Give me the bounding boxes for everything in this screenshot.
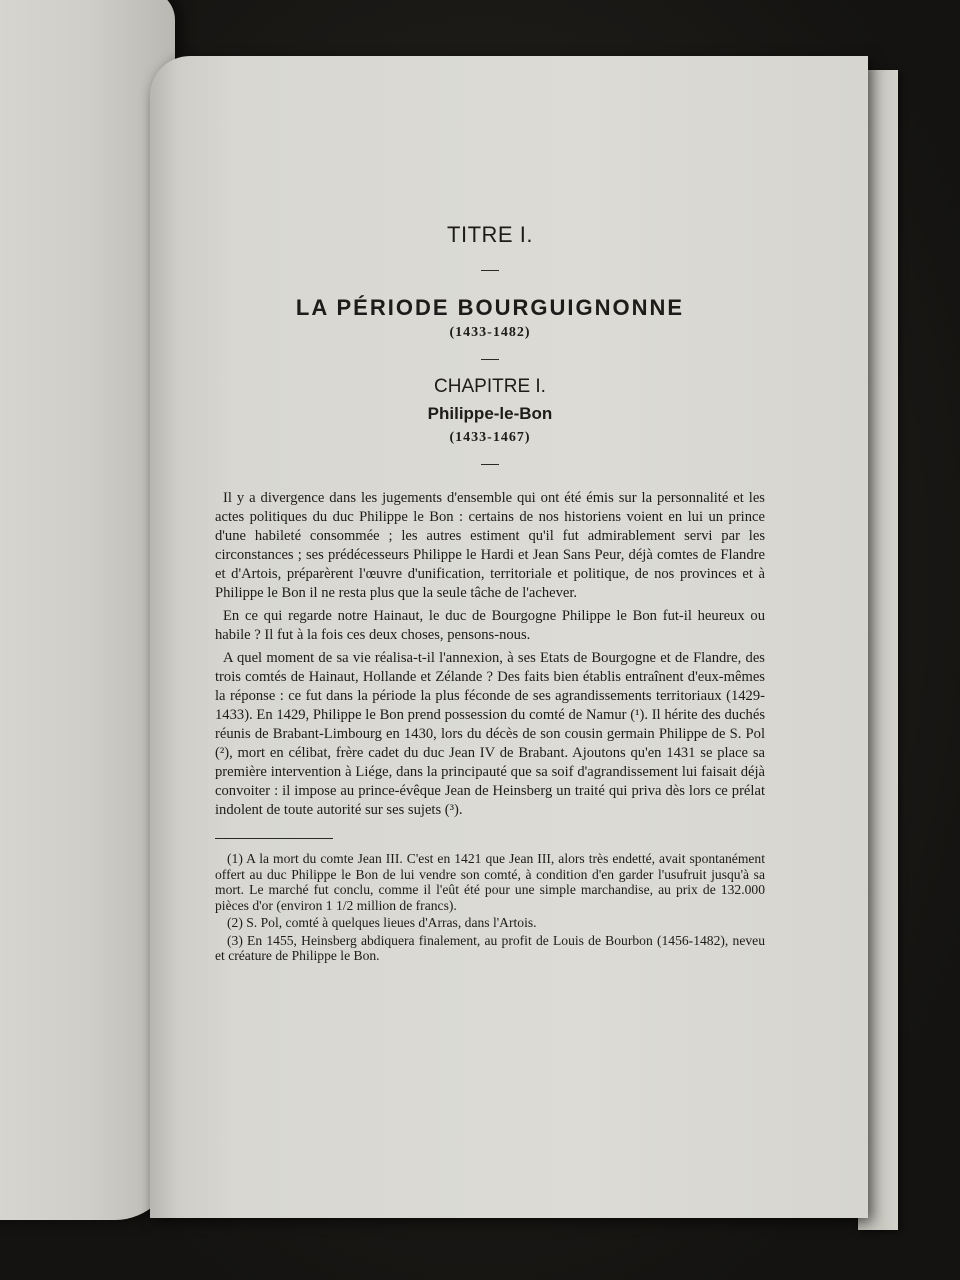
chapitre-title: Philippe-le-Bon <box>427 404 553 423</box>
heading-block <box>215 222 765 465</box>
separator-dash <box>481 270 499 271</box>
paragraph: En ce qui regarde notre Hainaut, le duc de Bourgogne Philippe le Bon fut-il heureux ou habile ? Il fut à la fois ces deux choses, pensons-nous. <box>215 608 765 643</box>
separator-dash <box>481 359 499 360</box>
footnote: (1) A la mort du comte Jean III. C'est en 1421 que Jean III, alors très endetté, avait spontanément offert au duc Philippe le Bon de lui vendre son comté, à condition d'en garder l'usufruit jusqu'à sa mort. Le marché fut conclu, comme il l'eût été pour une simple marchandise, au prix de 132.000 pièces d'or (environ 1 1/2 million de francs). <box>215 851 765 913</box>
chapitre-heading: CHAPITRE I. <box>434 376 546 397</box>
titre-heading: TITRE I. <box>447 222 533 247</box>
footnotes <box>215 851 765 964</box>
left-page <box>0 0 175 1220</box>
body-text <box>215 489 765 820</box>
footnote-rule <box>215 838 333 839</box>
periode-heading: LA PÉRIODE BOURGUIGNONNE <box>295 295 685 320</box>
paragraph: A quel moment de sa vie réalisa-t-il l'annexion, à ses Etats de Bourgogne et de Flandre, des trois comtés de Hainaut, Hollande et Zélande ? Des faits bien établis entraînent d'eux-mêmes la réponse : ce fut dans la période la plus féconde de ses agrandissements territoriaux (1429-1433). En 1429, Philippe le Bon prend possession du comté de Namur (¹). Il hérite des duchés réunis de Brabant-Limbourg en 1430, lors du décès de son cousin germain Philippe de S. Pol (²), mort en célibat, frère cadet du duc Jean IV de Brabant. Ajoutons qu'en 1431 se place sa première intervention à Liége, dans la principauté que sa soif d'agrandissement lui faisait déjà convoiter : il impose au prince-évêque Jean de Heinsberg un traité qui priva dès lors ce prélat indolent de toute autorité sur ses sujets (³). <box>215 650 765 818</box>
separator-dash <box>481 464 499 465</box>
page-content <box>215 222 765 966</box>
footnote: (2) S. Pol, comté à quelques lieues d'Arras, dans l'Artois. <box>227 915 537 930</box>
periode-dates: (1433-1482) <box>449 325 531 340</box>
footnote: (3) En 1455, Heinsberg abdiquera finalement, au profit de Louis de Bourbon (1456-1482), neveu et créature de Philippe le Bon. <box>215 932 765 963</box>
chapitre-dates: (1433-1467) <box>449 430 531 445</box>
paragraph: Il y a divergence dans les jugements d'ensemble qui ont été émis sur la personnalité et les actes politiques du duc Philippe le Bon : certains de nos historiens voient en lui un prince d'une habileté consommée ; les autres estiment qu'il fut admirablement servi par les circonstances ; ses prédécesseurs Philippe le Hardi et Jean Sans Peur, déjà comtes de Flandre et d'Artois, préparèrent l'œuvre d'unification, territoriale et politique, de nos provinces et à Philippe le Bon il ne resta plus que la seule tâche de l'achever. <box>215 490 765 601</box>
